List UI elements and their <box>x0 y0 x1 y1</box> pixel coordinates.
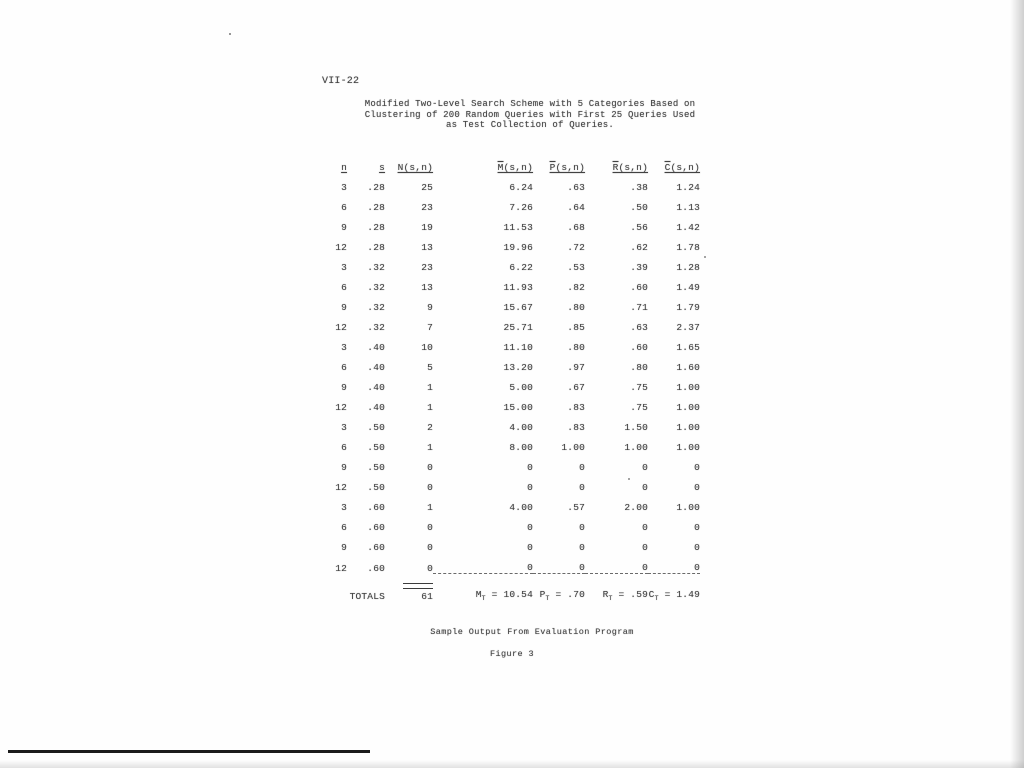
scan-artifact-dot <box>229 33 231 35</box>
table-cell: 0 <box>694 542 700 553</box>
table-row <box>330 353 700 373</box>
table-cell: .32 <box>367 322 385 333</box>
table-cell: 0 <box>427 542 433 553</box>
table-row <box>330 433 700 453</box>
table-cell: 0 <box>642 482 648 493</box>
table-cell: .60 <box>367 542 385 553</box>
table-cell: 13 <box>421 282 433 293</box>
table-cell: 4.00 <box>509 422 533 433</box>
table-row <box>330 313 700 333</box>
table-row <box>330 233 700 253</box>
table-cell: .28 <box>367 202 385 213</box>
table-cell: .60 <box>367 562 385 574</box>
table-cell: 2.00 <box>624 502 648 513</box>
table-row <box>330 253 700 273</box>
table-row <box>330 493 700 513</box>
table-cell: .53 <box>567 262 585 273</box>
table-cell: 0 <box>642 562 648 573</box>
table-cell: 19.96 <box>503 242 533 253</box>
table-cell: .40 <box>367 362 385 373</box>
table-row <box>330 273 700 293</box>
scan-artifact-line <box>8 750 370 753</box>
scan-edge-shadow-bottom <box>0 760 1024 768</box>
table-cell: 0 <box>579 522 585 533</box>
table-cell: 9 <box>341 302 347 313</box>
table-cell: .80 <box>567 302 585 313</box>
table-row <box>330 473 700 493</box>
table-cell: 0 <box>694 562 700 573</box>
table-cell: 0 <box>579 542 585 553</box>
table-cell: .64 <box>567 202 585 213</box>
table-cell: 3 <box>341 422 347 433</box>
table-row <box>330 533 700 553</box>
table-cell: 9 <box>341 542 347 553</box>
table-cell: 11.10 <box>503 342 533 353</box>
column-header-n: n <box>341 162 347 173</box>
figure-title-line-1: Modified Two-Level Search Scheme with 5 Categories Based on <box>364 99 696 109</box>
table-cell: .40 <box>367 402 385 413</box>
table-cell: .40 <box>367 382 385 393</box>
table-cell: 5.00 <box>509 382 533 393</box>
table-cell: 9 <box>341 382 347 393</box>
table-cell: 1 <box>427 502 433 513</box>
table-cell: 0 <box>527 462 533 473</box>
table-cell: .80 <box>567 342 585 353</box>
table-cell: 9 <box>341 462 347 473</box>
totals-label: TOTALS <box>349 591 385 602</box>
table-cell: 0 <box>642 542 648 553</box>
table-cell: .72 <box>567 242 585 253</box>
table-cell: 4.00 <box>509 502 533 513</box>
table-cell: 5 <box>427 362 433 373</box>
table-cell: .28 <box>367 182 385 193</box>
figure-title <box>350 99 710 131</box>
totals-query-count: 61 <box>385 574 433 603</box>
table-cell: 1.00 <box>676 422 700 433</box>
table-cell: 1.00 <box>676 382 700 393</box>
table-cell: 23 <box>421 202 433 213</box>
table-cell: 0 <box>427 482 433 493</box>
table-cell: 0 <box>527 562 533 573</box>
table-row <box>330 193 700 213</box>
table-cell: 0 <box>527 522 533 533</box>
table-cell: .60 <box>630 342 648 353</box>
table-cell: 12 <box>335 482 347 493</box>
table-cell: 1.00 <box>624 442 648 453</box>
table-cell: 1.00 <box>676 502 700 513</box>
column-header-p: P(s,n) <box>549 162 585 173</box>
table-cell: 12 <box>335 402 347 413</box>
table-cell: 0 <box>579 462 585 473</box>
table-cell: 2 <box>427 422 433 433</box>
table-cell: 1.00 <box>676 442 700 453</box>
table-cell: .63 <box>630 322 648 333</box>
table-cell: .39 <box>630 262 648 273</box>
figure-title-line-3: as Test Collection of Queries. <box>445 120 615 130</box>
table-cell: .80 <box>630 362 648 373</box>
table-row <box>330 393 700 413</box>
figure-caption: Sample Output From Evaluation Program <box>430 627 634 637</box>
table-cell: 23 <box>421 262 433 273</box>
table-cell: 1.00 <box>676 402 700 413</box>
column-header-m: M(s,n) <box>497 162 533 173</box>
scan-edge-shadow-right <box>1010 0 1024 768</box>
table-cell: .71 <box>630 302 648 313</box>
table-cell: 0 <box>527 542 533 553</box>
table-cell: 0 <box>694 462 700 473</box>
table-cell: 3 <box>341 342 347 353</box>
table-cell: .75 <box>630 382 648 393</box>
table-cell: .50 <box>367 462 385 473</box>
table-cell: 19 <box>421 222 433 233</box>
table-cell: 2.37 <box>676 322 700 333</box>
table-cell: 25 <box>421 182 433 193</box>
table-row <box>330 293 700 313</box>
table-cell: 1.28 <box>676 262 700 273</box>
table-cell: .97 <box>567 362 585 373</box>
scan-artifact-dot <box>704 256 706 258</box>
table-totals-row <box>330 574 700 603</box>
column-header-n: N(s,n) <box>397 162 433 173</box>
table-cell: 11.53 <box>503 222 533 233</box>
table-cell: 3 <box>341 262 347 273</box>
totals-stat-p: $P_T = .70$ <box>533 574 585 603</box>
double-rule <box>403 583 433 589</box>
page-number: VII-22 <box>322 76 360 87</box>
table-cell: .63 <box>567 182 585 193</box>
table-cell: 6.22 <box>509 262 533 273</box>
table-cell: 6 <box>341 522 347 533</box>
column-header-r: R(s,n) <box>612 162 648 173</box>
table-row <box>330 373 700 393</box>
table-cell: .68 <box>567 222 585 233</box>
evaluation-results-table <box>330 151 700 602</box>
table-cell: .75 <box>630 402 648 413</box>
table-cell: 1.49 <box>676 282 700 293</box>
table-cell: 1.78 <box>676 242 700 253</box>
table-row <box>330 333 700 353</box>
table-cell: 6 <box>341 282 347 293</box>
table-cell: 10 <box>421 342 433 353</box>
table-cell: 1 <box>427 442 433 453</box>
figure-title-line-2: Clustering of 200 Random Queries with First 25 Queries Used <box>364 109 696 120</box>
table-cell: 0 <box>694 522 700 533</box>
table-cell: 13 <box>421 242 433 253</box>
table-cell: 9 <box>341 222 347 233</box>
table-cell: .60 <box>630 282 648 293</box>
table-cell: 7 <box>427 322 433 333</box>
table-row <box>330 453 700 473</box>
table-cell: 1 <box>427 402 433 413</box>
table-cell: .28 <box>367 222 385 233</box>
table-cell: 3 <box>341 182 347 193</box>
table-cell: 1.24 <box>676 182 700 193</box>
table-cell: 6 <box>341 362 347 373</box>
table-cell: 3 <box>341 502 347 513</box>
table-cell: 6 <box>341 202 347 213</box>
table-cell: .50 <box>367 422 385 433</box>
table-row <box>330 413 700 433</box>
table-cell: 12 <box>335 242 347 253</box>
table-cell: .32 <box>367 302 385 313</box>
table-cell: 1.00 <box>561 442 585 453</box>
table-cell: .67 <box>567 382 585 393</box>
scan-artifact-dot <box>628 478 630 480</box>
table-cell: .32 <box>367 282 385 293</box>
table-cell: 0 <box>579 562 585 573</box>
table-cell: 6 <box>341 442 347 453</box>
table-cell: 15.00 <box>503 402 533 413</box>
table-cell: 0 <box>427 522 433 533</box>
table-cell: .83 <box>567 422 585 433</box>
table-cell: 1.42 <box>676 222 700 233</box>
table-row <box>330 173 700 193</box>
table-row <box>330 213 700 233</box>
totals-stat-r: $R_T = .59$ <box>585 574 648 603</box>
table-cell: 1.50 <box>624 422 648 433</box>
column-header-s: s <box>379 162 385 173</box>
table-cell: .50 <box>367 442 385 453</box>
table-cell: .56 <box>630 222 648 233</box>
table-cell: 12 <box>335 562 347 574</box>
table-cell: 8.00 <box>509 442 533 453</box>
table-cell: .83 <box>567 402 585 413</box>
table-cell: 1.60 <box>676 362 700 373</box>
table-cell: 13.20 <box>503 362 533 373</box>
table-header-row <box>330 151 700 173</box>
table-cell: .32 <box>367 262 385 273</box>
table-cell: .28 <box>367 242 385 253</box>
table-cell: 1.79 <box>676 302 700 313</box>
table-cell: .57 <box>567 502 585 513</box>
table-cell: 0 <box>642 522 648 533</box>
table-cell: .60 <box>367 522 385 533</box>
table-cell: 11.93 <box>503 282 533 293</box>
table-cell: .38 <box>630 182 648 193</box>
table-cell: 0 <box>642 462 648 473</box>
totals-stat-c: $C_T = 1.49$ <box>648 574 700 603</box>
table-cell: 0 <box>427 562 433 574</box>
table-cell: 1.13 <box>676 202 700 213</box>
table-cell: 25.71 <box>503 322 533 333</box>
table-cell: 1.65 <box>676 342 700 353</box>
table-cell: 1 <box>427 382 433 393</box>
table-cell: 9 <box>427 302 433 313</box>
table-cell: 0 <box>427 462 433 473</box>
table-row <box>330 513 700 533</box>
table-cell: 0 <box>694 482 700 493</box>
table-cell: 7.26 <box>509 202 533 213</box>
table-cell: 12 <box>335 322 347 333</box>
table-cell: 0 <box>527 482 533 493</box>
table-cell: .50 <box>367 482 385 493</box>
table-cell: .60 <box>367 502 385 513</box>
table-row <box>330 553 700 574</box>
totals-stat-m: $M_T = 10.54$ <box>433 574 533 603</box>
table-cell: .40 <box>367 342 385 353</box>
table-cell: 0 <box>579 482 585 493</box>
table-cell: 15.67 <box>503 302 533 313</box>
table-cell: .85 <box>567 322 585 333</box>
table-cell: .62 <box>630 242 648 253</box>
table-cell: 6.24 <box>509 182 533 193</box>
table-cell: .82 <box>567 282 585 293</box>
table-cell: .50 <box>630 202 648 213</box>
column-header-c: C(s,n) <box>664 162 700 173</box>
figure-number-label: Figure 3 <box>489 649 534 659</box>
